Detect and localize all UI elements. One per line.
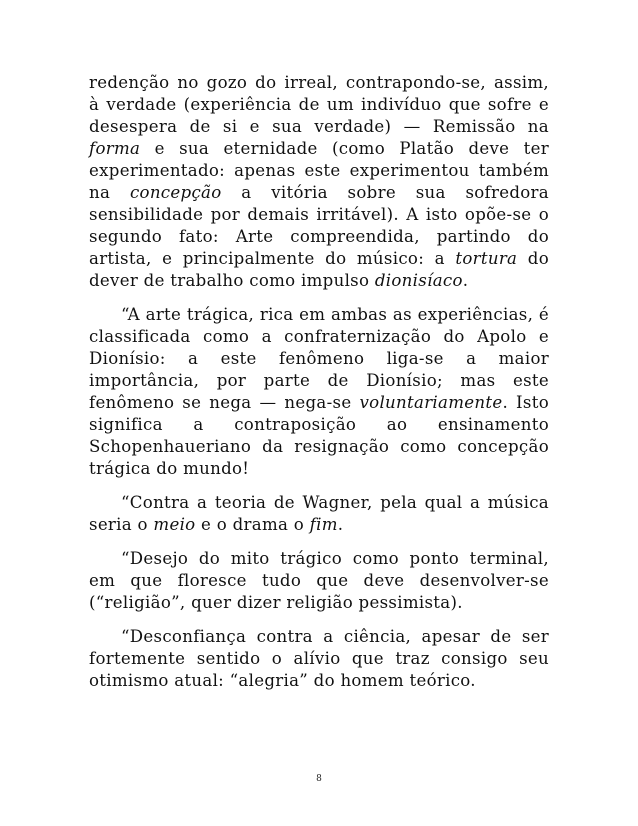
italic-text: concepção — [129, 183, 222, 202]
text-run: “Desconfiança contra a ciência, apesar de ser fortemente sentido o alívio que traz consigo seu otimismo atual: “alegria” do homem teórico. — [89, 627, 549, 690]
text-run: do dever de trabalho como impulso — [89, 249, 549, 290]
text-run: a vitória sobre sua sofredora sensibilidade por demais irritável). A isto opõe-se o segundo fato: Arte compreendida, partindo do artista, e principalmente do músico: a — [89, 183, 549, 268]
text-run: . — [462, 271, 469, 290]
paragraph — [89, 72, 549, 292]
italic-text: tortura — [455, 249, 518, 268]
paragraph — [89, 548, 549, 614]
text-run: “Contra a teoria de Wagner, pela qual a música seria o — [89, 493, 549, 534]
text-run: “A arte trágica, rica em ambas as experiências, é classificada como a confraternização do Apolo e Dionísio: a este fenômeno liga-se a maior importância, por parte de Dionísio; mas este fenômeno se nega — nega-se — [89, 305, 549, 412]
italic-text: dionisíaco — [374, 271, 463, 290]
body-text — [89, 72, 549, 704]
paragraph — [89, 492, 549, 536]
text-run: e sua eternidade (como Platão deve ter experimentado: apenas este experimentou também na — [89, 139, 549, 202]
text-run: redenção no gozo do irreal, contrapondo-se, assim, à verdade (experiência de um indivíduo que sofre e desespera de si e sua verdade) — Remissão na — [89, 73, 549, 136]
paragraph — [89, 304, 549, 480]
text-run: . Isto significa a contraposição ao ensinamento Schopenhaueriano da resignação como concepção trágica do mundo! — [89, 393, 549, 478]
page-number: 8 — [316, 774, 322, 784]
italic-text: meio — [153, 515, 196, 534]
text-run: . — [337, 515, 344, 534]
text-run: “Desejo do mito trágico como ponto terminal, em que floresce tudo que deve desenvolver-se (“religião”, quer dizer religião pessimista). — [89, 549, 549, 612]
italic-text: voluntariamente — [359, 393, 503, 412]
italic-text: forma — [89, 139, 141, 158]
text-run: e o drama o — [195, 515, 310, 534]
italic-text: fim — [309, 515, 338, 534]
paragraph — [89, 626, 549, 692]
